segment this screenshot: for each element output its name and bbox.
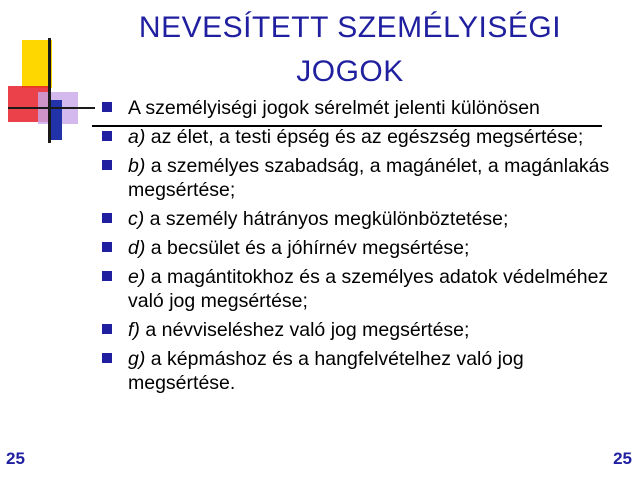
list-item (100, 125, 635, 149)
list-item (100, 236, 635, 260)
item-letter: b) (128, 155, 146, 177)
item-letter: f) (128, 319, 140, 341)
item-letter: c) (128, 208, 145, 230)
item-text: az élet, a testi épség és az egészség megsértése; (145, 126, 584, 148)
square-bullet-icon (102, 213, 112, 223)
list-item (100, 347, 635, 395)
square-bullet-icon (102, 242, 112, 252)
item-text: a személyes szabadság, a magánélet, a magánlakás megsértése; (128, 155, 610, 201)
slide-number-left: 25 (6, 449, 25, 468)
item-text: a névviseléshez való jog megsértése; (139, 319, 470, 341)
title-line-2: JOGOK (296, 55, 404, 88)
slide-number-right: 25 (613, 449, 632, 468)
vertical-line (48, 38, 51, 143)
square-bullet-icon (102, 102, 112, 112)
item-text: a képmáshoz és a hangfelvételhez való jog megsértése. (128, 348, 524, 394)
square-bullet-icon (102, 324, 112, 334)
decorative-graphic (0, 0, 95, 150)
list-item (100, 318, 635, 342)
item-text: A személyiségi jogok sérelmét jelenti különösen (128, 97, 540, 119)
bullet-list (100, 96, 635, 400)
item-letter: a) (128, 126, 146, 148)
list-item (100, 265, 635, 313)
item-text: a becsület és a jóhírnév megsértése; (145, 237, 470, 259)
item-letter: g) (128, 348, 146, 370)
list-item (100, 154, 635, 202)
blue-bar (50, 100, 62, 140)
item-text: a személy hátrányos megkülönböztetése; (144, 208, 509, 230)
item-letter: d) (128, 237, 146, 259)
title-line-1: NEVESÍTETT SZEMÉLYISÉGI (138, 11, 562, 44)
square-bullet-icon (102, 271, 112, 281)
square-bullet-icon (102, 353, 112, 363)
square-bullet-icon (102, 131, 112, 141)
horizontal-line (8, 107, 95, 109)
square-bullet-icon (102, 160, 112, 170)
list-item (100, 96, 635, 120)
item-letter: e) (128, 266, 146, 288)
list-item (100, 207, 635, 231)
item-text: a magántitokhoz és a személyes adatok védelméhez való jog megsértése; (128, 266, 609, 312)
slide-title (100, 6, 600, 94)
